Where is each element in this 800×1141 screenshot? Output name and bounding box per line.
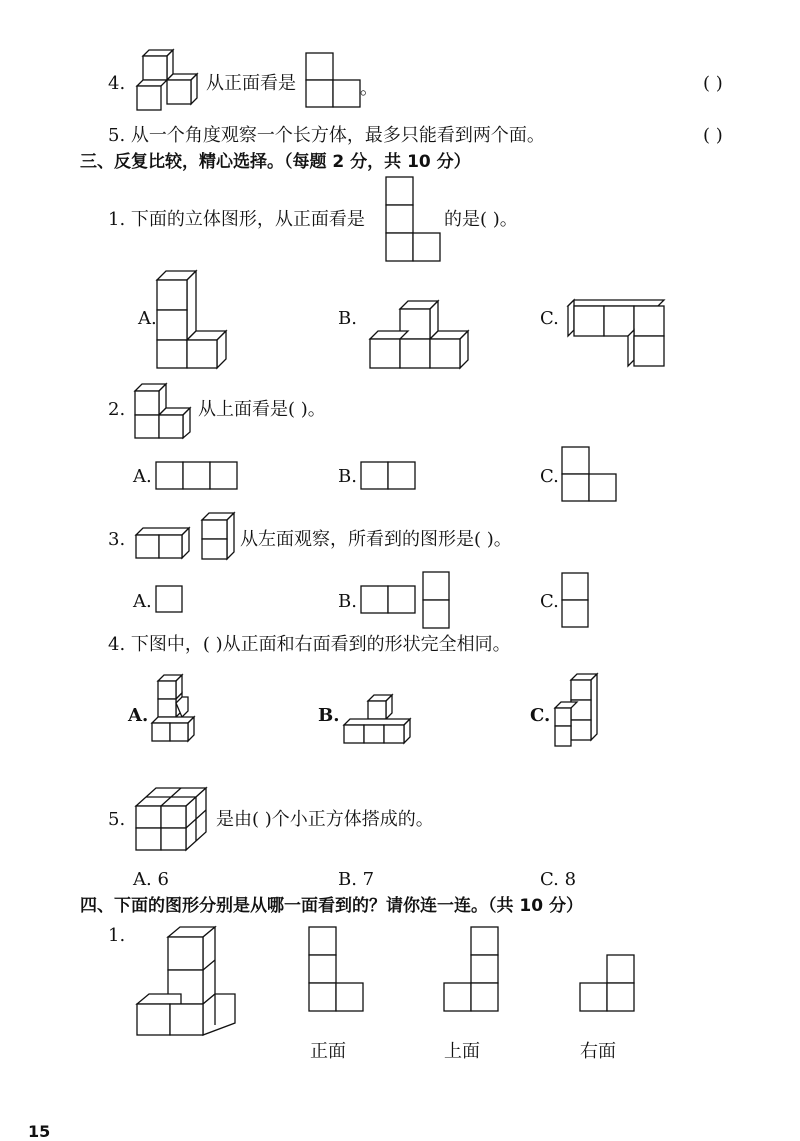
s3-q4-option-b[interactable]: B. [318, 705, 340, 726]
judge-q5-text: 5. 从一个角度观察一个长方体，最多只能看到两个面。 [108, 125, 545, 146]
s3-q1-figure-c [566, 298, 671, 374]
cube-stack-figure [137, 50, 197, 110]
judge-q4-answer-paren[interactable]: ( ) [703, 73, 723, 94]
s3-q4-figure-c [553, 672, 603, 756]
s4-label-front[interactable]: 正面 [310, 1041, 346, 1062]
s4-q1-number: 1. [108, 925, 126, 946]
s3-q1-figure-a [155, 268, 230, 374]
s4-q1-cube-figure [135, 925, 239, 1041]
s3-q4-option-c[interactable]: C. [530, 705, 551, 726]
judge-q5-answer-paren[interactable]: ( ) [703, 125, 723, 146]
s3-q3-number: 3. [108, 529, 126, 550]
s3-q2-figure-a [155, 461, 240, 495]
judge-q4-suffix: 。 [360, 78, 378, 99]
s4-view-top-shape [443, 926, 501, 1018]
section4-title: 四、下面的图形分别是从哪一面看到的？请你连一连。（共 10 分） [80, 896, 583, 916]
s3-q3-figure-c [561, 572, 593, 634]
s3-q2-figure [133, 381, 195, 445]
s3-q4-text: 4. 下图中，( )从正面和右面看到的形状完全相同。 [108, 634, 511, 655]
s3-q1-front-view [385, 176, 445, 268]
s3-q1-option-a[interactable]: A. [138, 308, 157, 329]
judge-q4-number: 4. [108, 73, 126, 94]
s3-q2-option-a[interactable]: A. [133, 466, 152, 487]
s3-q3-option-a[interactable]: A. [133, 591, 152, 612]
s3-q4-figure-b [342, 693, 414, 753]
s3-q2-option-b[interactable]: B. [338, 466, 357, 487]
s3-q3-figure-2 [200, 512, 238, 566]
s3-q2-figure-b [360, 461, 420, 495]
page-number: 15 [28, 1122, 51, 1141]
s3-q3-figure-1 [134, 526, 192, 566]
s3-q1-option-c[interactable]: C. [540, 308, 559, 329]
s3-q1-figure-b [368, 298, 473, 374]
s3-q5-option-a[interactable]: A. 6 [133, 869, 169, 890]
s4-label-top[interactable]: 上面 [444, 1041, 480, 1062]
s3-q1-text: 1. 下面的立体图形，从正面看是 [108, 209, 365, 230]
s3-q3-figure-a [155, 585, 185, 619]
s3-q5-text: 是由( )个小正方体搭成的。 [216, 809, 434, 830]
s3-q2-number: 2. [108, 399, 126, 420]
s3-q1-suffix: 的是( )。 [444, 209, 518, 230]
s3-q3-text: 从左面观察，所看到的图形是( )。 [240, 529, 512, 550]
section3-title: 三、反复比较，精心选择。（每题 2 分，共 10 分） [80, 152, 471, 172]
s3-q5-figure [134, 786, 210, 860]
s4-view-front-shape [308, 926, 366, 1018]
s4-label-right[interactable]: 右面 [580, 1041, 616, 1062]
s4-view-right-shape [579, 954, 637, 1018]
judge-q4-cube-figure [133, 50, 203, 116]
s3-q4-figure-a [150, 673, 200, 752]
s3-q1-option-b[interactable]: B. [338, 308, 357, 329]
s3-q5-number: 5. [108, 809, 126, 830]
s3-q2-figure-c [561, 446, 621, 508]
judge-q4-text: 从正面看是 [206, 73, 296, 94]
s3-q5-option-b[interactable]: B. 7 [338, 869, 375, 890]
s3-q3-option-c[interactable]: C. [540, 591, 559, 612]
s3-q4-option-a[interactable]: A. [128, 705, 149, 726]
s3-q2-text: 从上面看是( )。 [198, 399, 326, 420]
judge-q4-front-view [305, 52, 365, 114]
s3-q2-option-c[interactable]: C. [540, 466, 559, 487]
s3-q3-option-b[interactable]: B. [338, 591, 357, 612]
s3-q5-option-c[interactable]: C. 8 [540, 869, 577, 890]
